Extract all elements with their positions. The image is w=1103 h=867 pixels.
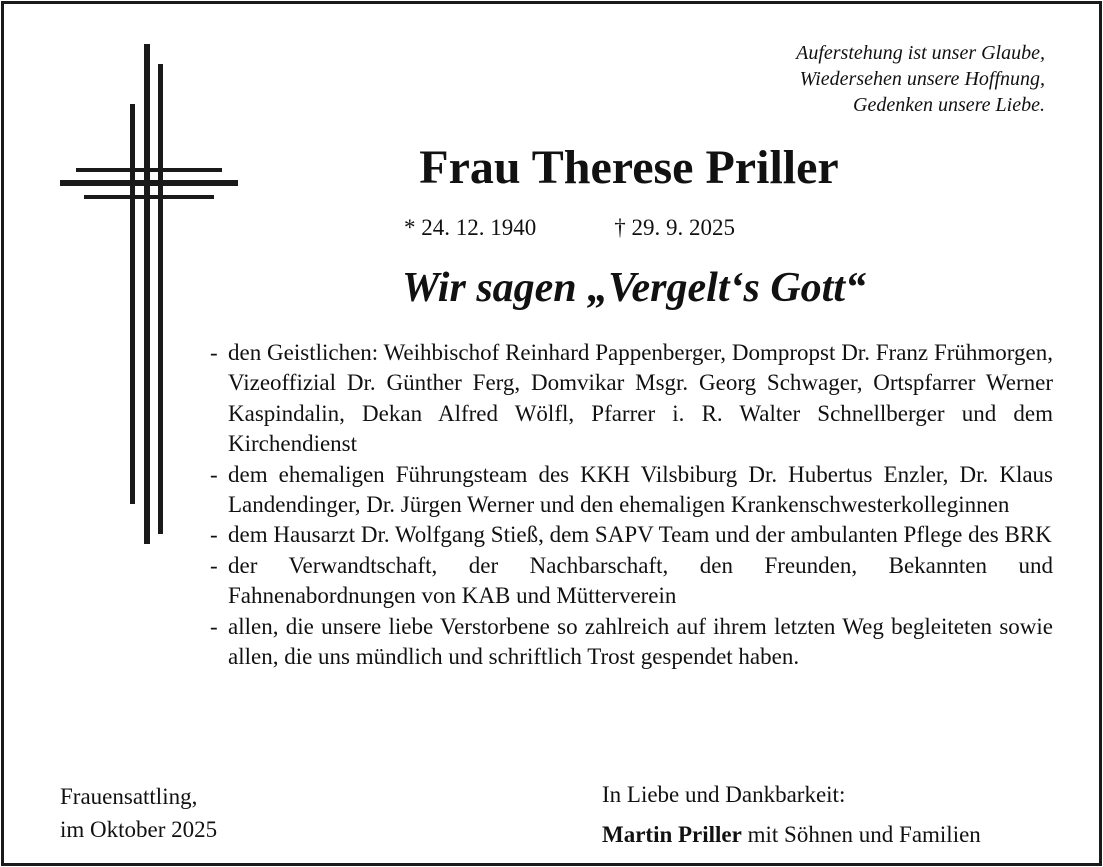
motto-line: Auferstehung ist unser Glaube, — [796, 42, 1045, 64]
motto-line: Wiedersehen unsere Hoffnung, — [799, 68, 1045, 90]
dash-bullet: - — [210, 522, 218, 548]
signer-name: Martin Priller — [602, 822, 742, 847]
deceased-name: Frau Therese Priller — [419, 141, 839, 194]
thanks-item — [210, 612, 1053, 673]
thanks-item — [210, 338, 1053, 460]
thanks-item — [210, 551, 1053, 612]
thanks-item-text: dem Hausarzt Dr. Wolfgang Stieß, dem SAPV Team und der ambulanten Pflege des BRK — [228, 522, 1052, 548]
obituary-notice — [1, 1, 1102, 866]
signer-line — [602, 820, 981, 850]
signature-block — [602, 780, 981, 850]
birth-date: * 24. 12. 1940 — [404, 215, 537, 240]
thanks-heading: Wir sagen „Vergelt‘s Gott“ — [402, 265, 866, 311]
death-date: † 29. 9. 2025 — [614, 215, 735, 240]
signature-intro: In Liebe und Dankbarkeit: — [602, 782, 846, 807]
thanks-item-text: allen, die unsere liebe Verstorbene so zahlreich auf ihrem letzten Weg begleiteten sowie allen, die uns mündlich und schriftlich Trost gespendet haben. — [228, 613, 1053, 670]
dash-bullet: - — [210, 340, 218, 365]
thanks-item-text: den Geistlichen: Weihbischof Reinhard Pappenberger, Dompropst Dr. Franz Frühmorgen, Vizeoffizial Dr. Günther Ferg, Domvikar Msgr. Georg Schwager, Ortspfarrer Werner Kaspindalin, Dekan Alfred Wölfl, Pfarrer i. R. Walter Schnellberger und dem Kirchendienst — [228, 340, 1053, 457]
dash-bullet: - — [210, 552, 218, 578]
place-line: Frauensattling, — [60, 784, 198, 809]
motto-line: Gedenken unsere Liebe. — [853, 94, 1045, 116]
signer-rest: mit Söhnen und Familien — [741, 822, 981, 847]
thanks-item — [210, 460, 1053, 521]
dash-bullet: - — [210, 461, 218, 487]
life-dates — [404, 214, 735, 242]
thanks-list — [210, 338, 1053, 672]
dash-bullet: - — [210, 613, 218, 639]
thanks-item-text: dem ehemaligen Führungsteam des KKH Vilsbiburg Dr. Hubertus Enzler, Dr. Klaus Landendinger, Dr. Jürgen Werner und den ehemaligen Krankenschwesterkolleginnen — [228, 461, 1053, 518]
thanks-item — [210, 520, 1053, 550]
date-line: im Oktober 2025 — [60, 817, 218, 842]
place-date — [60, 780, 217, 846]
thanks-item-text: der Verwandtschaft, der Nachbarschaft, den Freunden, Bekannten und Fahnenabordnungen von KAB und Mütterverein — [228, 552, 1053, 609]
motto-verse — [796, 40, 1045, 118]
